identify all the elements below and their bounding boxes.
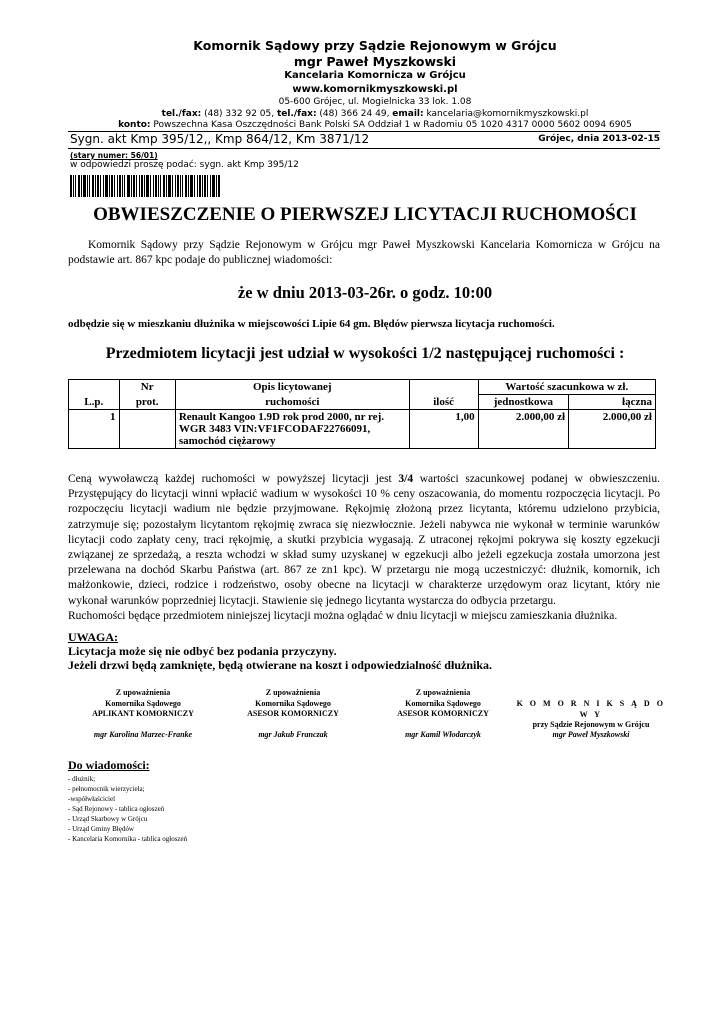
sig-name: mgr Jakub Franczak	[258, 730, 328, 739]
cell-ilosc: 1,00	[409, 410, 478, 449]
col-opis: Opis licytowanej	[175, 380, 409, 395]
sig-role: ASESOR KOMORNICZY	[247, 709, 339, 718]
email-label: email:	[392, 109, 424, 119]
cell-jednostkowa: 2.000,00 zł	[478, 410, 569, 449]
notice-title: OBWIESZCZENIE O PIERWSZEJ LICYTACJI RUCHOMOŚCI	[93, 204, 637, 225]
sig-name: mgr Kamil Włodarczyk	[405, 730, 481, 739]
signature-asesor-2	[368, 688, 518, 739]
email-value[interactable]: kancelaria@komornikmyszkowski.pl	[423, 109, 589, 119]
auction-location: odbędzie się w mieszkaniu dłużnika w miejscowości Lipie 64 gm. Błędów pierwsza licytacja ruchomości.	[68, 318, 555, 330]
bailiff-title: Komornik Sądowy przy Sądzie Rejonowym w Grójcu	[193, 38, 557, 53]
list-item: - Kancelaria Komornika - tablica ogłoszeń	[68, 835, 188, 843]
cell-nr	[119, 410, 175, 449]
intro-paragraph: Komornik Sądowy przy Sądzie Rejonowym w Grójcu mgr Paweł Myszkowski Kancelaria Komornicza w Grójcu na podstawie art. 867 kpc podaje do publicznej wiadomości:	[68, 239, 660, 266]
sig-line: Z upoważnienia	[265, 688, 321, 697]
sig-name: mgr Karolina Marzec-Franke	[93, 730, 193, 739]
sig-line: Z upoważnienia	[415, 688, 471, 697]
warning-block	[68, 630, 492, 672]
distribution-items	[68, 774, 187, 844]
signature-komornik	[516, 699, 666, 739]
col-opis-ruchomosci: ruchomości	[175, 395, 409, 410]
col-nr-prot: prot.	[119, 395, 175, 410]
reply-reference: w odpowiedzi proszę podać: sygn. akt Kmp 395/12	[70, 160, 299, 170]
price-fraction: 3/4	[398, 473, 414, 485]
col-nr: Nr	[119, 380, 175, 395]
bank-account-line	[60, 120, 690, 130]
auction-subject: Przedmiotem licytacji jest udział w wysokości 1/2 następującej ruchomości :	[105, 345, 625, 362]
col-jednostkowa: jednostkowa	[478, 395, 569, 410]
tel1-value: (48) 332 92 05,	[201, 109, 277, 119]
list-item: - Urząd Gminy Błędów	[68, 825, 134, 833]
warning-line-1: Licytacja może się nie odbyć bez podania przyczyny.	[68, 644, 337, 658]
bailiff-name: mgr Paweł Myszkowski	[293, 54, 457, 69]
sig-line: Komornika Sądowego	[255, 698, 331, 708]
cell-laczna: 2.000,00 zł	[569, 410, 656, 449]
col-laczna: łączna	[569, 395, 656, 410]
col-ilosc: ilość	[409, 380, 478, 410]
barcode-image	[70, 175, 220, 197]
konto-value: Powszechna Kasa Oszczędności Bank Polski SA Oddział 1 w Radomiu 05 1020 4317 0000 5602 0094 6905	[150, 120, 632, 130]
distribution-heading: Do wiadomości:	[68, 758, 150, 772]
case-divider	[68, 148, 660, 149]
sig-name: mgr Paweł Myszkowski	[552, 730, 630, 739]
conditions-text	[68, 472, 660, 624]
table-header-row	[69, 380, 656, 395]
sig-role: ASESOR KOMORNICZY	[397, 709, 489, 718]
conditions-paragraph	[68, 472, 660, 609]
list-item: - dłużnik;	[68, 775, 96, 783]
sig-line: Komornika Sądowego	[405, 698, 481, 708]
office-address: 05-600 Grójec, ul. Mogielnicka 33 lok. 1.08	[278, 97, 472, 107]
sig-line: przy Sądzie Rejonowym w Grójcu	[532, 720, 650, 729]
warning-line-2: Jeżeli drzwi będą zamknięte, będą otwierane na koszt i odpowiedzialność dłużnika.	[68, 658, 492, 672]
list-item: - pełnomocnik wierzyciela;	[68, 785, 145, 793]
conditions-part-b: wartości szacunkowej podanej w obwieszczeniu. Przystępujący do licytacji winni wpłacić wadium w wysokości 10 % ceny oszacowania, do momentu rozpoczęcia licytacji. Po rozpoczęciu licytacji wadium nie będzie przyjmowane. Rękojmię złożoną przez licytanta, któremu udzielono przybicia, zatrzymuje się; pozostałym licytantom rękojmię zwraca się niezwłocznie. Jeżeli nabywca nie wykonał w terminie warunków licytacji codo zapłaty ceny, traci rękojmię, a skutki przybicia wygasają. Z utraconej rękojmi pokrywa się koszty egzekucji związanej ze sprzedażą, a reszta wchodzi w skład sumy uzyskanej w egzekucji albo jeżeli egzekucja została umorzona jest przelewana na dochód Skarbu Państwa (art. 867 ze zn1 kpc). W przetargu nie mogą uczestniczyć: dłużnik, komornik, ich małżonkowie, dzieci, rodzice i rodzeństwo, osoby obecne na licytacji w charakterze urzędowym oraz licytant, który nie wykonał warunków poprzedniej licytacji. Stawienie się jednego licytanta wystarcza do odbycia przetargu.	[68, 473, 660, 607]
items-table	[68, 379, 656, 449]
auction-date: że w dniu 2013-03-26r. o godz. 10:00	[237, 283, 493, 302]
case-signature: Sygn. akt Kmp 395/12,, Kmp 864/12, Km 3871/12	[70, 132, 370, 146]
sig-role: K O M O R N I K S Ą D O W Y	[516, 699, 666, 719]
list-item: - Sąd Rejonowy - tablica ogłoszeń	[68, 805, 165, 813]
tel2-label: tel./fax:	[276, 109, 317, 119]
sig-line: Z upoważnienia	[115, 688, 171, 697]
office-name: Kancelaria Komornicza w Grójcu	[284, 70, 466, 81]
tel2-value: (48) 366 24 49,	[316, 109, 393, 119]
table-subheader-row	[69, 395, 656, 410]
konto-label: konto:	[118, 120, 151, 130]
tel1-label: tel./fax:	[161, 109, 202, 119]
table-row	[69, 410, 656, 449]
viewing-paragraph: Ruchomości będące przedmiotem niniejszej licytacji można oglądać w dniu licytacji w miejscu zamieszkania dłużnika.	[68, 609, 618, 622]
list-item: -współwłaściciel	[68, 795, 116, 803]
cell-opis: Renault Kangoo 1.9D rok prod 2000, nr rej. WGR 3483 VIN:VF1FCODAF22766091, samochód ciężarowy	[175, 410, 409, 449]
list-item: - Urząd Skarbowy w Grójcu	[68, 815, 148, 823]
sig-line: Komornika Sądowego	[105, 698, 181, 708]
website-link[interactable]: www.komornikmyszkowski.pl	[292, 84, 458, 95]
col-lp: L.p.	[69, 380, 120, 410]
signature-asesor-1	[218, 688, 368, 739]
sig-role: APLIKANT KOMORNICZY	[92, 709, 194, 718]
signature-aplikant	[68, 688, 218, 739]
distribution-list	[68, 758, 187, 844]
document-date: Grójec, dnia 2013-02-15	[538, 134, 660, 144]
col-wartosc: Wartość szacunkowa w zł.	[478, 380, 655, 395]
contact-line	[60, 109, 690, 119]
warning-heading: UWAGA:	[68, 630, 118, 644]
cell-lp: 1	[69, 410, 120, 449]
old-case-number: (stary numer: 56/01)	[70, 151, 158, 160]
conditions-part-a: Ceną wywoławczą każdej ruchomości w powyższej licytacji jest	[68, 473, 399, 485]
